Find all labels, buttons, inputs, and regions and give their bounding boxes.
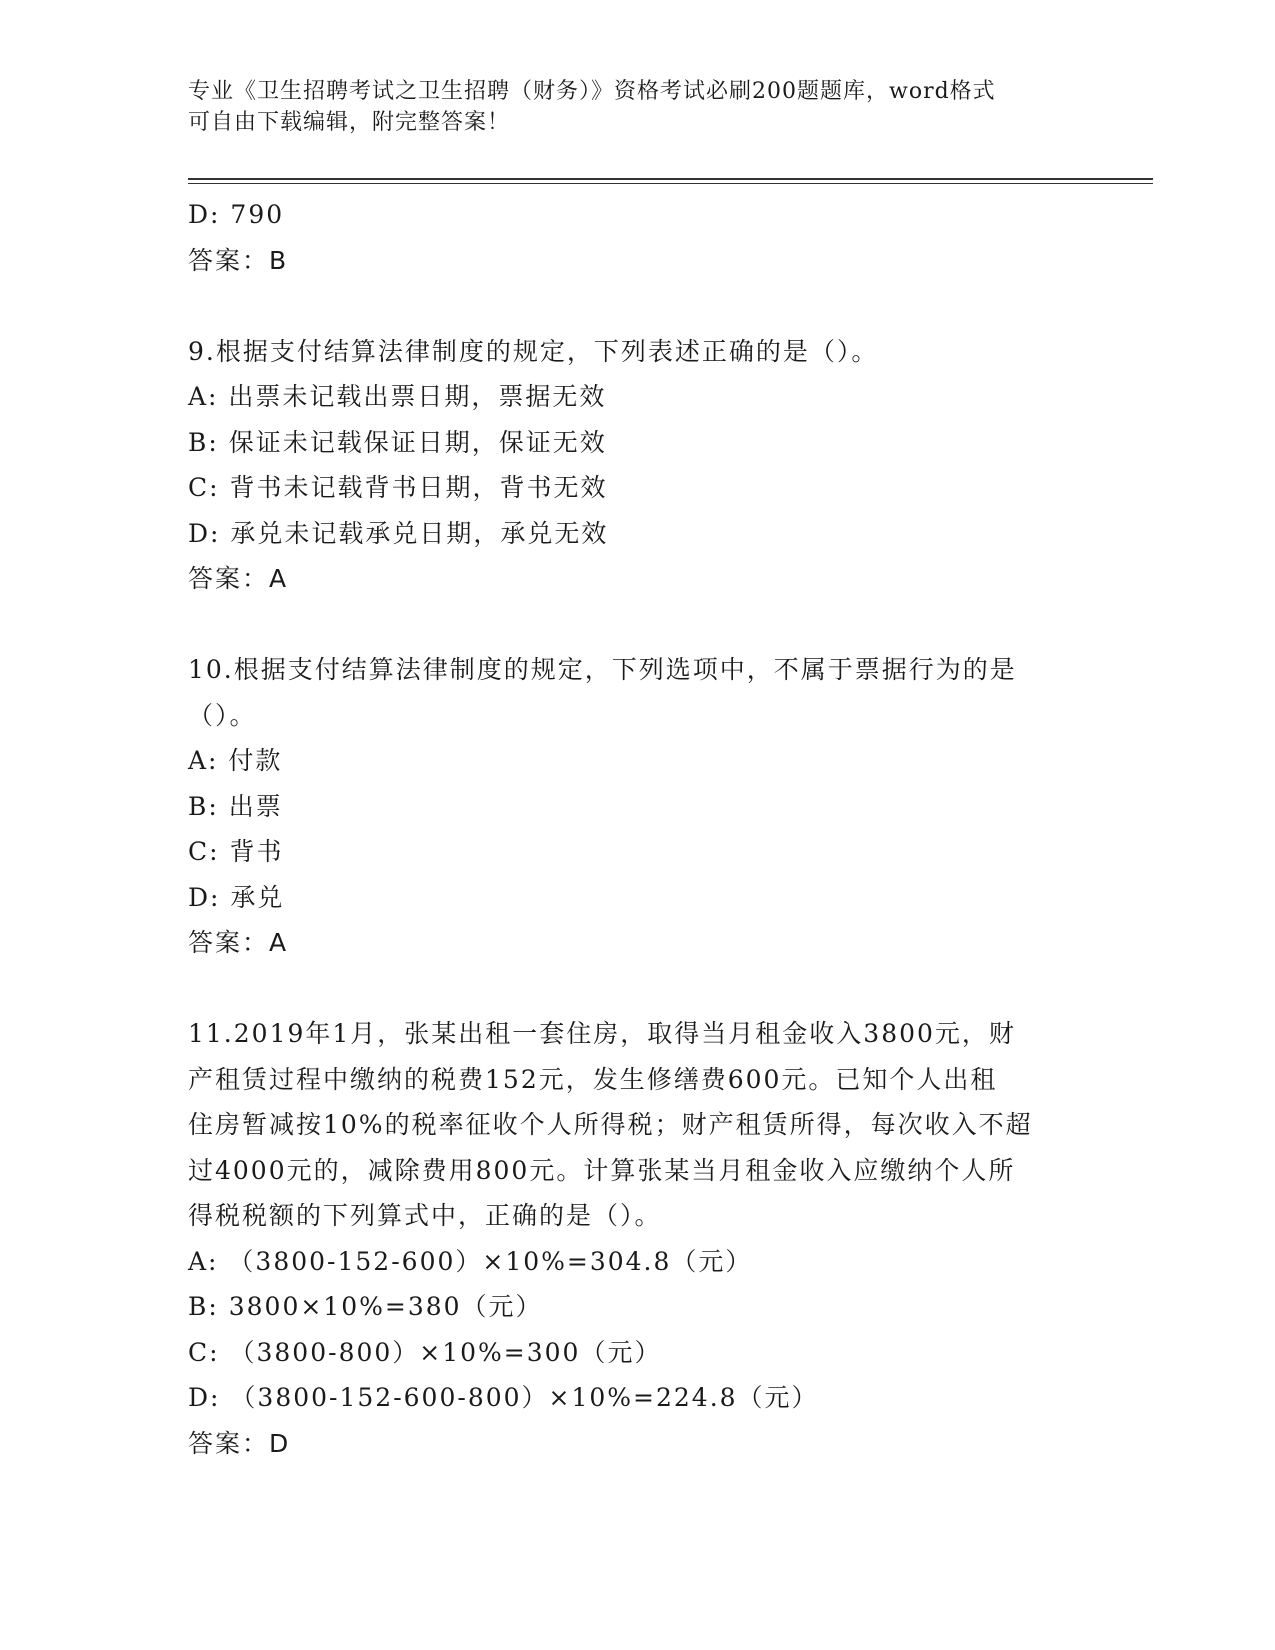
header-line-2: 可自由下载编辑，附完整答案！ [188,110,511,135]
question-stem-line-4: 过4000元的，减除费用800元。计算张某当月租金收入应缴纳个人所 [188,1155,1016,1185]
spacer [188,602,1088,648]
question-8-tail [188,192,1088,283]
option-b: B: 出票 [188,791,283,821]
option-a: A: （3800-152-600）×10%=304.8（元） [188,1246,753,1276]
answer: 答案：B [188,245,289,275]
answer: 答案：A [188,564,289,593]
question-stem-line-5: 得税税额的下列算式中，正确的是（）。 [188,1201,662,1230]
question-stem-line-2: （）。 [188,700,257,730]
option-b: B: 保证未记载保证日期，保证无效 [188,427,607,457]
question-10 [188,647,1088,966]
option-d: D: 承兑未记载承兑日期，承兑无效 [188,518,609,548]
option-d: D: （3800-152-600-800）×10%=224.8（元） [188,1383,819,1412]
spacer [188,283,1088,329]
answer: 答案：A [188,928,289,957]
question-stem-line-1: 10.根据支付结算法律制度的规定，下列选项中，不属于票据行为的是 [188,655,1017,684]
question-9 [188,329,1088,602]
question-11 [188,1011,1088,1466]
answer: 答案：D [188,1428,291,1458]
option-b: B: 3800×10%=380（元） [188,1292,543,1321]
question-stem: 9.根据支付结算法律制度的规定，下列表述正确的是（）。 [188,336,879,366]
header-divider-thick [188,178,1153,180]
option-c: C: 背书 [188,837,284,866]
option-a: A: 出票未记载出票日期，票据无效 [188,382,607,411]
option-c: C: 背书未记载背书日期，背书无效 [188,473,608,502]
document-header [188,76,1088,138]
question-stem-line-1: 11.2019年1月，张某出租一套住房，取得当月租金收入3800元，财 [188,1019,1016,1048]
option-d: D: 承兑 [188,882,285,912]
header-line-1: 专业《卫生招聘考试之卫生招聘（财务）》资格考试必刷200题题库，word格式 [188,79,996,104]
spacer [188,966,1088,1012]
document-body [188,192,1088,1466]
option-d: D: 790 [188,200,285,229]
option-a: A: 付款 [188,746,283,775]
option-c: C: （3800-800）×10%=300（元） [188,1337,662,1367]
header-divider-thin [188,183,1153,184]
question-stem-line-2: 产租赁过程中缴纳的税费152元，发生修缮费600元。已知个人出租 [188,1064,998,1094]
question-stem-line-3: 住房暂减按10%的税率征收个人所得税；财产租赁所得，每次收入不超 [188,1110,1033,1139]
